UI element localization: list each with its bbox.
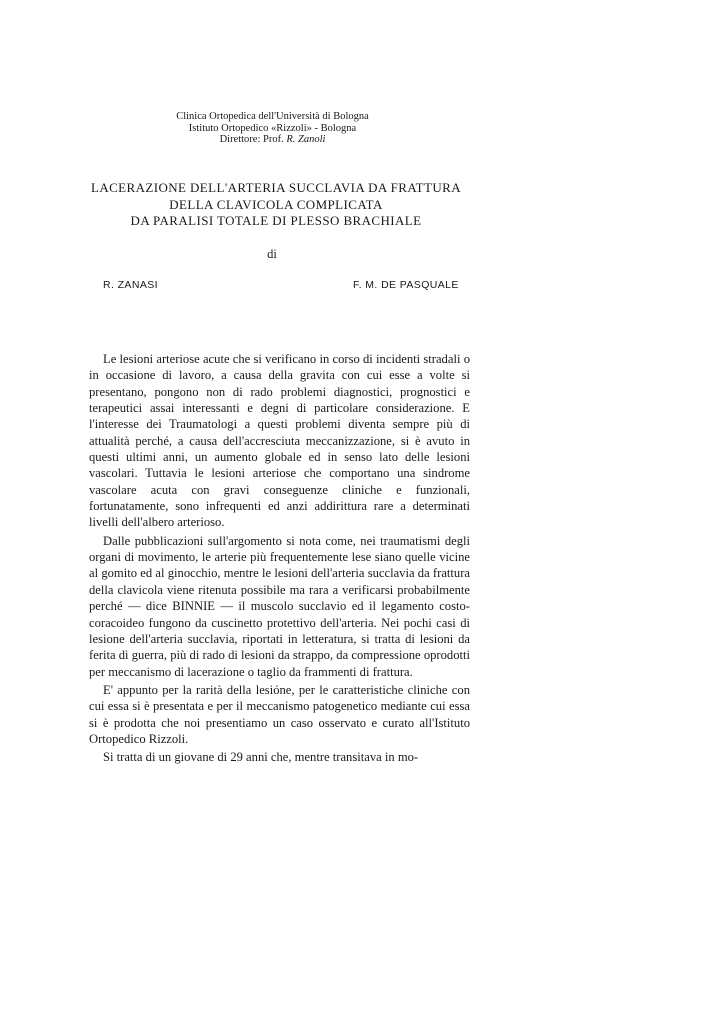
author-left: R. ZANASI [103,279,158,291]
article-body [89,351,470,766]
paragraph-1: Le lesioni arteriose acute che si verificano in corso di incidenti stradali o in occasione di lavoro, a causa della gravita con cui esse a volte si presentano, pongono non di rado problemi diagnostici, prognostici e terapeutici assai interessanti e degni di particolare considerazione. E l'interesse dei Traumatologi a questi problemi diventa sempre più di attualità perché, a causa dell'accresciuta meccanizzazione, si è avuto in questi ultimi anni, un aumento globale ed in senso lato delle lesioni vascolari. Tuttavia le lesioni arteriose che comportano una sindrome vascolare acuta con gravi conseguenze cliniche e funzionali, fortunatamente, sono infrequenti ed anzi addirittura rare a determinati livelli dell'albero arterioso. [89,352,470,530]
institution-line-2: Istituto Ortopedico «Rizzoli» - Bologna [188,122,357,134]
institution-line-1: Clinica Ortopedica dell'Università di Bologna [176,111,369,122]
title-line-2: DELLA CLAVICOLA COMPLICATA [169,196,383,212]
paragraph-3: E' appunto per la rarità della lesióne, per le caratteristiche cliniche con cui essa si è presentata e per il meccanismo patogenetico mediante cui essa si è prodotta che noi presentiamo un caso osservato e curato all'Istituto Ortopedico Rizzoli. [89,682,470,746]
director-name: R. Zanoli [286,134,326,145]
director-line [150,134,395,146]
paragraph-4: Si tratta di un giovane di 29 anni che, mentre transitava in mo- [103,750,419,765]
director-prefix: Direttore: Prof. [219,134,284,145]
paragraph-2: Dalle pubblicazioni sull'argomento si nota come, nei traumatismi degli organi di movimento, le arterie più frequentemente lese siano quelle vicine al gomito ed al ginocchio, mentre le lesioni dell'arteria succlavia da frattura della clavicola viene ritenuta possibile ma rara a verificarsi probabilmente perché — dice BINNIE — il muscolo succlavio ed il legamento costo-coracoideo fungono da cuscinetto protettivo dell'arteria. Nei pochi casi di lesione dell'arteria succlavia, riportati in letteratura, si tratta di lesioni da ferita di guerra, più di rado di lesioni da strappo, da compressione oprodotti per meccanismo di lacerazione o taglio da frammenti di frattura. [89,533,470,679]
institution-header [150,111,395,146]
title-line-1: LACERAZIONE DELL'ARTERIA SUCCLAVIA DA FRATTURA [90,180,461,195]
author-right: F. M. DE PASQUALE [353,279,459,291]
byline-connector: di [267,247,277,261]
article-title [70,180,482,230]
title-line-3: DA PARALISI TOTALE DI PLESSO BRACHIALE [130,213,422,228]
